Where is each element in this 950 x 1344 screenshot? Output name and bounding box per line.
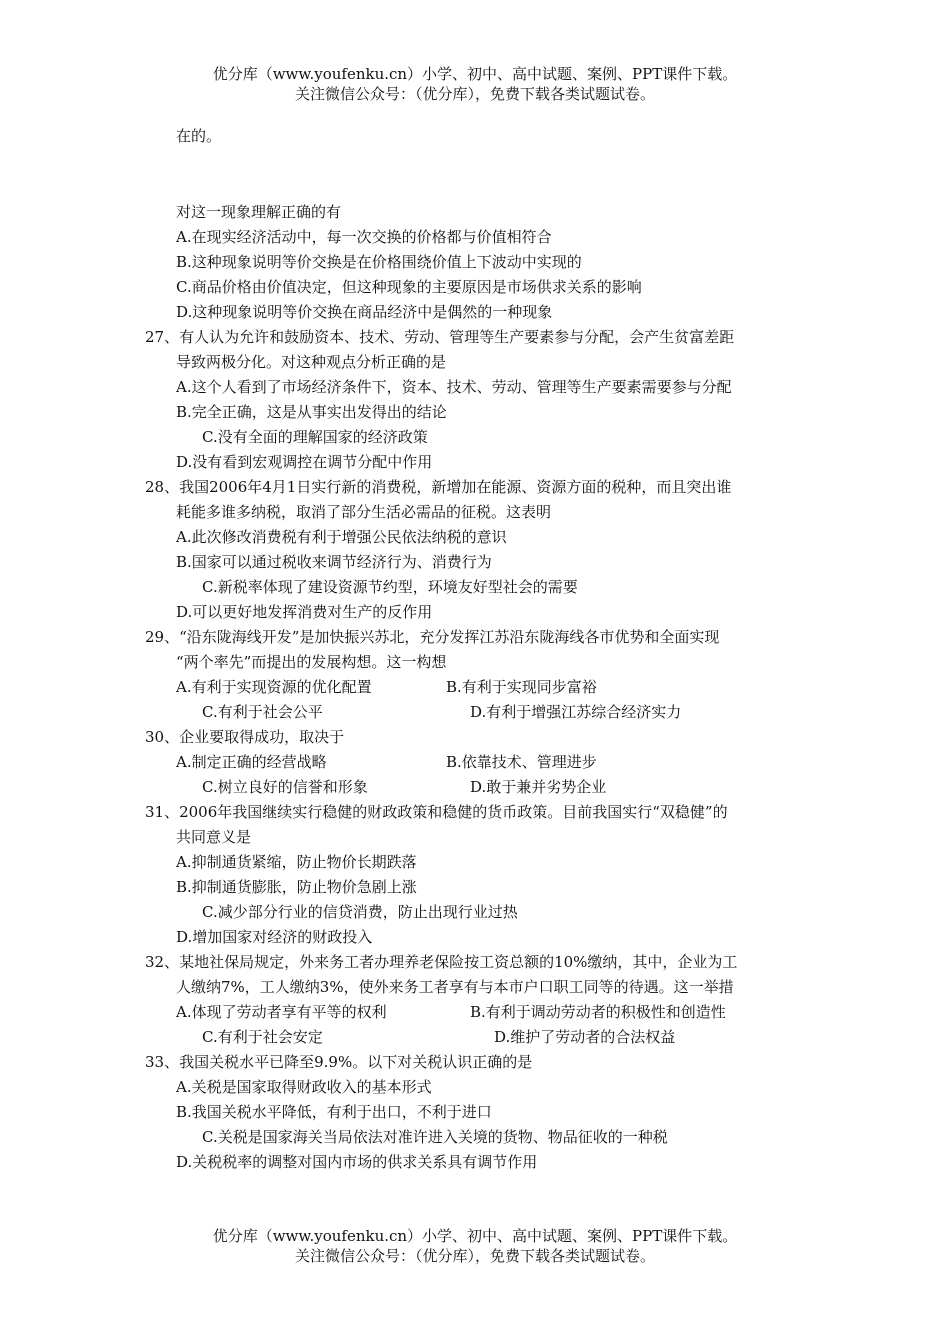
- option-c: C.有利于社会安定: [202, 1028, 323, 1046]
- option-b: B.有利于实现同步富裕: [446, 678, 597, 696]
- option-c: C.树立良好的信誉和形象: [202, 778, 368, 796]
- question-27-stem: 27、有人认为允许和鼓励资本、技术、劳动、管理等生产要素参与分配，会产生贫富差距: [145, 328, 735, 346]
- question-29-stem: 29、“沿东陇海线开发”是加快振兴苏北，充分发挥江苏沿东陇海线各市优势和全面实现: [145, 628, 720, 646]
- option-b: B.有利于调动劳动者的积极性和创造性: [470, 1003, 726, 1021]
- option-d: D.敢于兼并劣势企业: [470, 778, 607, 796]
- question-31-stem-cont: 共同意义是: [176, 828, 252, 846]
- option-a: A.抑制通货紧缩，防止物价长期跌落: [176, 853, 417, 871]
- option-a: A.制定正确的经营战略: [176, 753, 327, 771]
- question-29-stem-cont: “两个率先”而提出的发展构想。这一构想: [176, 653, 447, 671]
- option-a: A.在现实经济活动中，每一次交换的价格都与价值相符合: [176, 228, 552, 246]
- continuation-stem: 对这一现象理解正确的有: [176, 203, 342, 221]
- option-b: B.国家可以通过税收来调节经济行为、消费行为: [176, 553, 492, 571]
- option-d: D.这种现象说明等价交换在商品经济中是偶然的一种现象: [176, 303, 553, 321]
- continuation-text: 在的。: [176, 127, 222, 145]
- question-33-stem: 33、我国关税水平已降至9.9%。以下对关税认识正确的是: [145, 1053, 533, 1071]
- question-32-stem: 32、某地社保局规定，外来务工者办理养老保险按工资总额的10%缴纳，其中，企业为工: [145, 953, 738, 971]
- question-31-stem: 31、2006年我国继续实行稳健的财政政策和稳健的货币政策。目前我国实行“双稳健”的: [145, 803, 728, 821]
- option-c: C.有利于社会公平: [202, 703, 323, 721]
- option-d: D.没有看到宏观调控在调节分配中作用: [176, 453, 433, 471]
- option-b: B.抑制通货膨胀，防止物价急剧上涨: [176, 878, 417, 896]
- option-d: D.增加国家对经济的财政投入: [176, 928, 373, 946]
- option-b: B.我国关税水平降低，有利于出口，不利于进口: [176, 1103, 492, 1121]
- question-28-stem-cont: 耗能多谁多纳税，取消了部分生活必需品的征税。这表明: [176, 503, 552, 521]
- option-a: A.体现了劳动者享有平等的权利: [176, 1003, 387, 1021]
- option-d: D.可以更好地发挥消费对生产的反作用: [176, 603, 433, 621]
- header-line-1: 优分库（www.youfenku.cn）小学、初中、高中试题、案例、PPT课件下载。: [212, 65, 738, 83]
- option-c: C.关税是国家海关当局依法对准许进入关境的货物、物品征收的一种税: [202, 1128, 668, 1146]
- option-d: D.有利于增强江苏综合经济实力: [470, 703, 682, 721]
- option-c: C.没有全面的理解国家的经济政策: [202, 428, 428, 446]
- option-a: A.此次修改消费税有利于增强公民依法纳税的意识: [176, 528, 507, 546]
- footer-line-2: 关注微信公众号：（优分库），免费下载各类试题试卷。: [294, 1247, 655, 1265]
- page-footer: [0, 1226, 950, 1266]
- question-32-stem-cont: 人缴纳7%，工人缴纳3%，使外来务工者享有与本市户口职工同等的待遇。这一举措: [176, 978, 734, 996]
- question-28-stem: 28、我国2006年4月1日实行新的消费税，新增加在能源、资源方面的税种，而且突出谁: [145, 478, 732, 496]
- option-c: C.商品价格由价值决定，但这种现象的主要原因是市场供求关系的影响: [176, 278, 642, 296]
- page-header: [0, 64, 950, 104]
- option-a: A.关税是国家取得财政收入的基本形式: [176, 1078, 432, 1096]
- footer-line-1: 优分库（www.youfenku.cn）小学、初中、高中试题、案例、PPT课件下载。: [212, 1227, 738, 1245]
- option-d: D.关税税率的调整对国内市场的供求关系具有调节作用: [176, 1153, 538, 1171]
- option-c: C.减少部分行业的信贷消费，防止出现行业过热: [202, 903, 518, 921]
- option-d: D.维护了劳动者的合法权益: [494, 1028, 676, 1046]
- option-a: A.这个人看到了市场经济条件下，资本、技术、劳动、管理等生产要素需要参与分配: [176, 378, 732, 396]
- option-c: C.新税率体现了建设资源节约型，环境友好型社会的需要: [202, 578, 578, 596]
- question-27-stem-cont: 导致两极分化。对这种观点分析正确的是: [176, 353, 447, 371]
- option-b: B.依靠技术、管理进步: [446, 753, 597, 771]
- header-line-2: 关注微信公众号：（优分库），免费下载各类试题试卷。: [294, 85, 655, 103]
- option-b: B.完全正确，这是从事实出发得出的结论: [176, 403, 447, 421]
- option-a: A.有利于实现资源的优化配置: [176, 678, 372, 696]
- option-b: B.这种现象说明等价交换是在价格围绕价值上下波动中实现的: [176, 253, 582, 271]
- question-30-stem: 30、企业要取得成功，取决于: [145, 728, 345, 746]
